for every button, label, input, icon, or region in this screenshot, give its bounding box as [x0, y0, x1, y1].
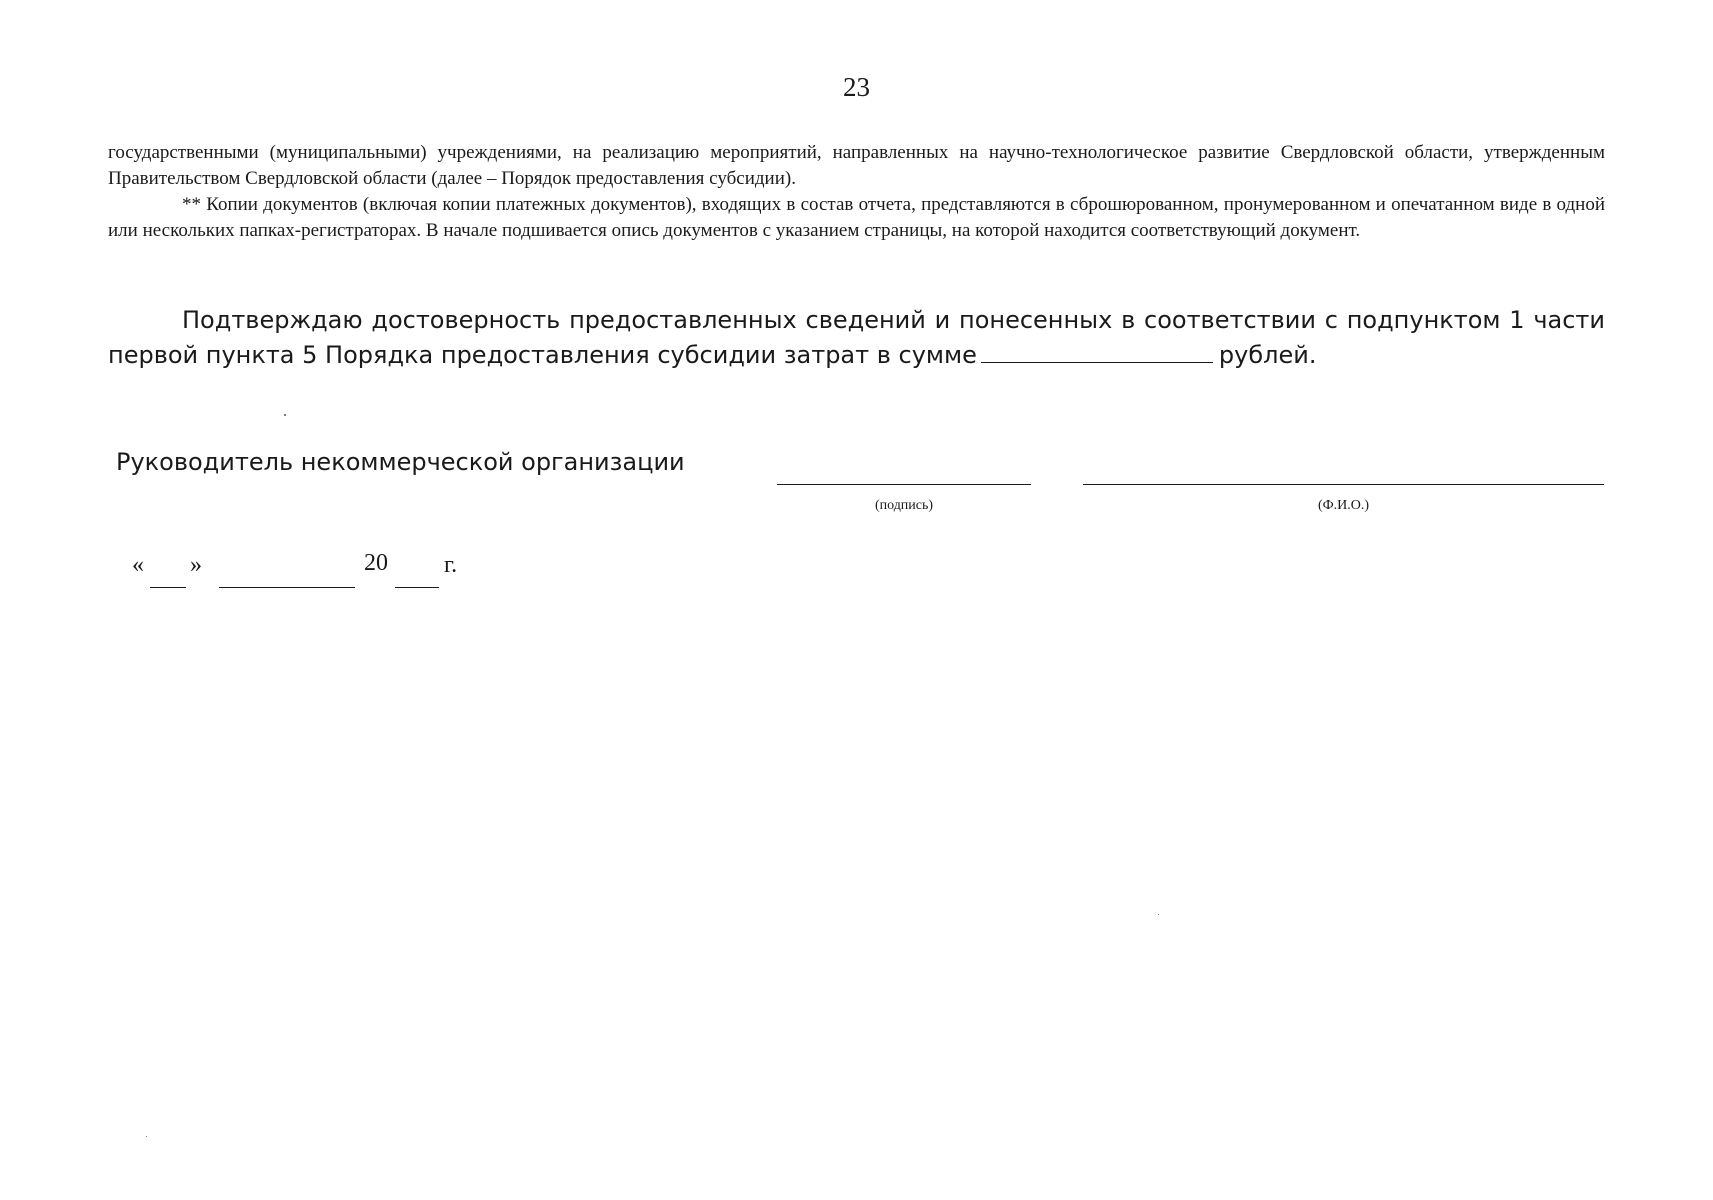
- head-of-organization-label: Руководитель некоммерческой организации: [116, 448, 685, 476]
- date-quote-open: «: [132, 552, 144, 578]
- confirmation-currency: рублей.: [1218, 341, 1317, 369]
- date-quote-close: »: [190, 552, 202, 578]
- amount-blank-field[interactable]: [981, 340, 1213, 363]
- year-blank-line[interactable]: [395, 587, 439, 588]
- fio-line[interactable]: [1083, 484, 1604, 485]
- confirmation-text: Подтверждаю достоверность предоставленных сведений и понесенных в соответствии с подпунктом 1 части первой пункта 5 Порядка предоставления субсидии затрат в сумме: [108, 306, 1605, 369]
- page-number: 23: [843, 72, 870, 102]
- scan-speck: [284, 414, 286, 416]
- year-suffix: г.: [444, 552, 458, 578]
- signature-caption: (подпись): [874, 498, 934, 513]
- footnotes: [108, 140, 1605, 244]
- footnote-copies-note: ** Копии документов (включая копии платежных документов), входящих в состав отчета, представляются в сброшюрованном, пронумерованном и опечатанном виде в одной или нескольких папках-регистраторах. В начале подшивается опись документов с указанием страницы, на которой находится соответствующий документ.: [108, 194, 1605, 241]
- month-blank-line[interactable]: [219, 587, 355, 588]
- day-blank-line[interactable]: [150, 587, 186, 588]
- scan-speck: [146, 1136, 147, 1137]
- confirmation-paragraph: [108, 303, 1605, 373]
- footnote-continuation: государственными (муниципальными) учреждениями, на реализацию мероприятий, направленных на научно-технологическое развитие Свердловской области, утвержденным Правительством Свердловской области (далее – Порядок предоставления субсидии).: [108, 142, 1605, 189]
- signature-line[interactable]: [777, 484, 1031, 485]
- year-prefix: 20: [364, 550, 388, 576]
- scan-speck: [1158, 914, 1159, 915]
- fio-caption: (Ф.И.О.): [1317, 498, 1370, 513]
